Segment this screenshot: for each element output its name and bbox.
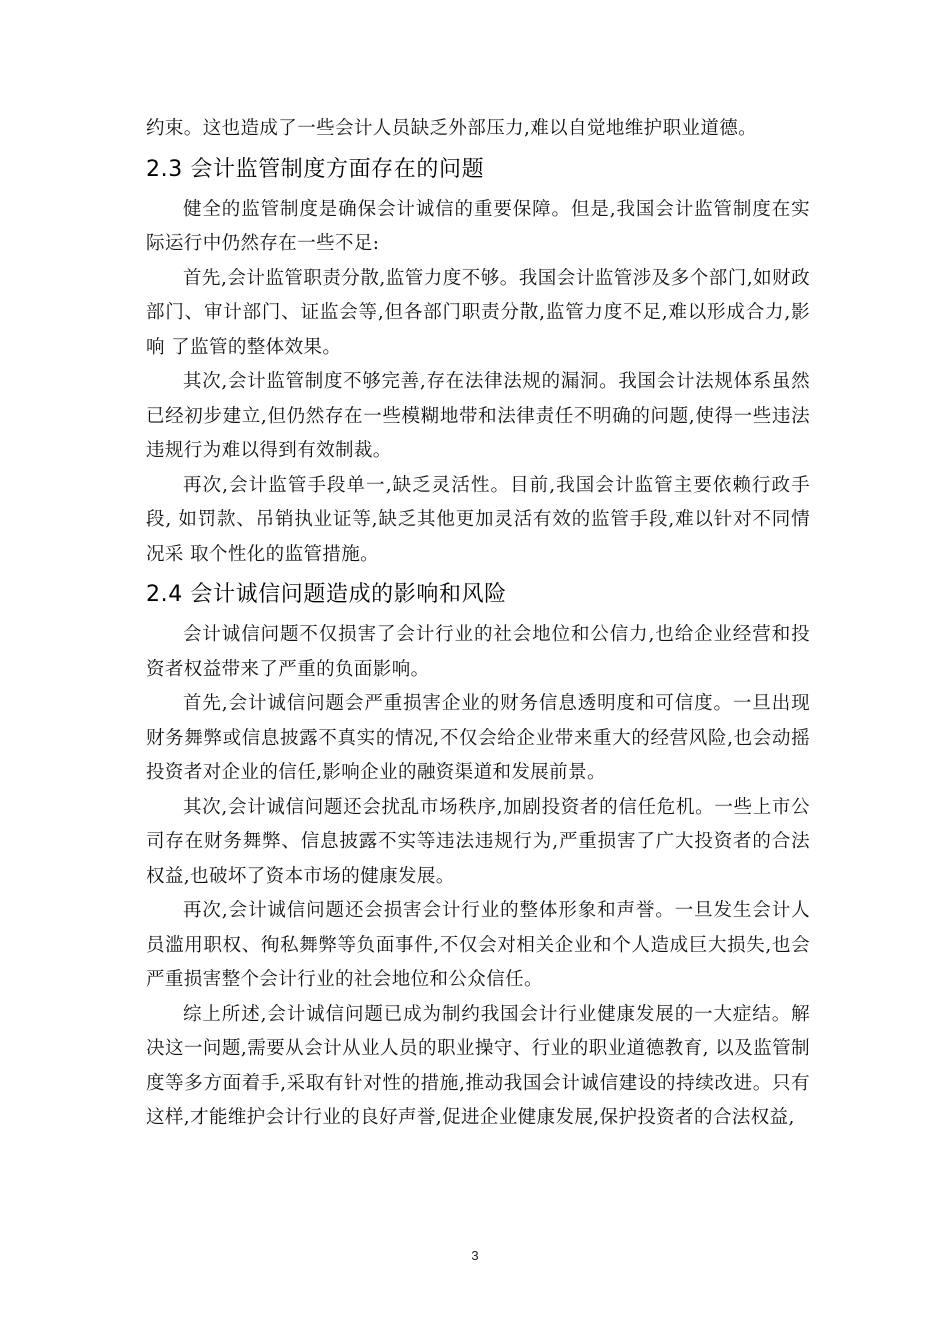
paragraph: 再次,会计诚信问题还会损害会计行业的整体形象和声誉。一旦发生会计人员滥用职权、徇私舞弊等负面事件,不仅会对相关企业和个人造成巨大损失,也会严重损害整个会计行业的社会地位和公众信任。 <box>146 900 810 990</box>
page-content <box>146 112 810 1136</box>
paragraph: 健全的监管制度是确保会计诚信的重要保障。但是,我国会计监管制度在实际运行中仍然存在一些不足: <box>146 198 810 254</box>
paragraph: 综上所述,会计诚信问题已成为制约我国会计行业健康发展的一大症结。解决这一问题,需要从会计从业人员的职业操守、行业的职业道德教育, 以及监管制 度等多方面着手,采取有针对性的措施,推动我国会计诚信建设的持续改进。只有 这样,才能维护会计行业的良好声誉,促进企业健康发展,保护投资者的合法权益, <box>146 1003 810 1128</box>
intro-continuation: 约束。这也造成了一些会计人员缺乏外部压力,难以自觉地维护职业道德。 <box>146 118 758 139</box>
paragraph: 首先,会计监管职责分散,监管力度不够。我国会计监管涉及多个部门,如财政 部门、审计部门、证监会等,但各部门职责分散,监管力度不足,难以形成合力,影响 了监管的整体效果。 <box>146 267 810 358</box>
paragraph: 首先,会计诚信问题会严重损害企业的财务信息透明度和可信度。一旦出现财务舞弊或信息披露不真实的情况,不仅会给企业带来重大的经营风险,也会动摇投资者对企业的信任,影响企业的融资渠道和发展前景。 <box>146 693 810 783</box>
paragraph: 会计诚信问题不仅损害了会计行业的社会地位和公信力,也给企业经营和投资者权益带来了严重的负面影响。 <box>146 624 810 680</box>
paragraph: 再次,会计监管手段单一,缺乏灵活性。目前,我国会计监管主要依赖行政手段, 如罚款、吊销执业证等,缺乏其他更加灵活有效的监管手段,难以针对不同情况采 取个性化的监管措施。 <box>146 474 810 565</box>
section-heading-2-4: 2.4 会计诚信问题造成的影响和风险 <box>146 582 507 607</box>
section-heading-2-3: 2.3 会计监管制度方面存在的问题 <box>146 156 485 182</box>
paragraph: 其次,会计监管制度不够完善,存在法律法规的漏洞。我国会计法规体系虽然已经初步建立,但仍然存在一些模糊地带和法律责任不明确的问题,使得一些违法违规行为难以得到有效制裁。 <box>146 371 810 461</box>
page-number: 3 <box>471 1248 479 1263</box>
paragraph: 其次,会计诚信问题还会扰乱市场秩序,加剧投资者的信任危机。一些上市公司存在财务舞弊、信息披露不实等违法违规行为,严重损害了广大投资者的合法权益,也破坏了资本市场的健康发展。 <box>146 796 810 887</box>
